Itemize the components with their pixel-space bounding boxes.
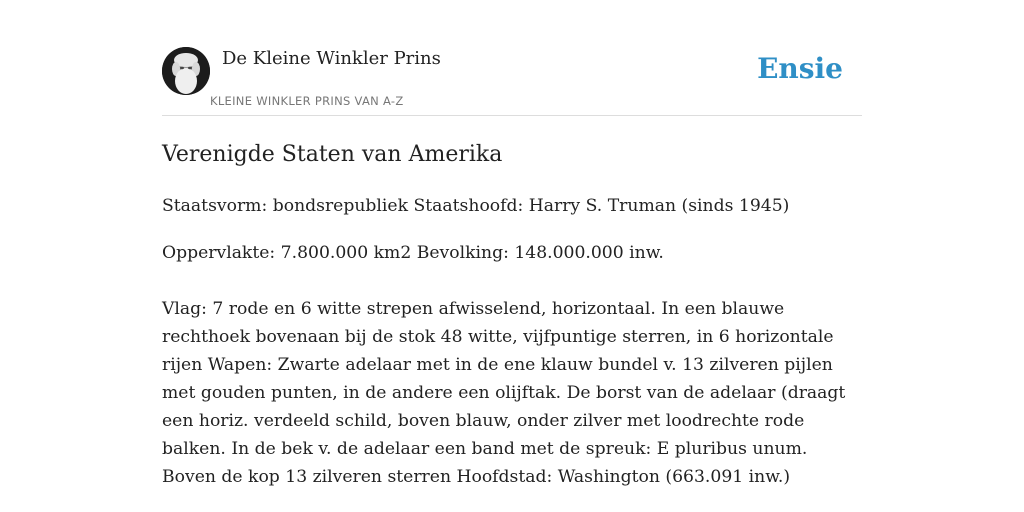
header-divider: [162, 115, 862, 116]
source-title[interactable]: De Kleine Winkler Prins: [222, 48, 441, 69]
article-paragraph-government: Staatsvorm: bondsrepubliek Staatshoofd: Harry S. Truman (sinds 1945): [162, 196, 790, 216]
ensie-logo[interactable]: Ensie: [757, 52, 843, 85]
portrait-image: [162, 47, 210, 95]
article-paragraph-area: Oppervlakte: 7.800.000 km2 Bevolking: 148.000.000 inw.: [162, 243, 664, 263]
source-subtitle[interactable]: KLEINE WINKLER PRINS VAN A-Z: [210, 94, 404, 108]
article-paragraph-flag: Vlag: 7 rode en 6 witte strepen afwisselend, horizontaal. In een blauwe rechthoek bovenaan bij de stok 48 witte, vijfpuntige sterren, in 6 horizontale rijen Wapen: Zwarte adelaar met in de ene klauw bundel v. 13 zilveren pijlen met gouden punten, in de andere een olijftak. De borst van de adelaar (draagt een horiz. verdeeld schild, boven blauw, onder zilver met loodrechte rode balken. In de bek v. de adelaar een band met de spreuk: E pluribus unum. Boven de kop 13 zilveren sterren Hoofdstad: Washington (663.091 inw.): [162, 299, 846, 487]
article-title: Verenigde Staten van Amerika: [162, 142, 503, 167]
author-portrait-avatar[interactable]: [162, 47, 210, 95]
